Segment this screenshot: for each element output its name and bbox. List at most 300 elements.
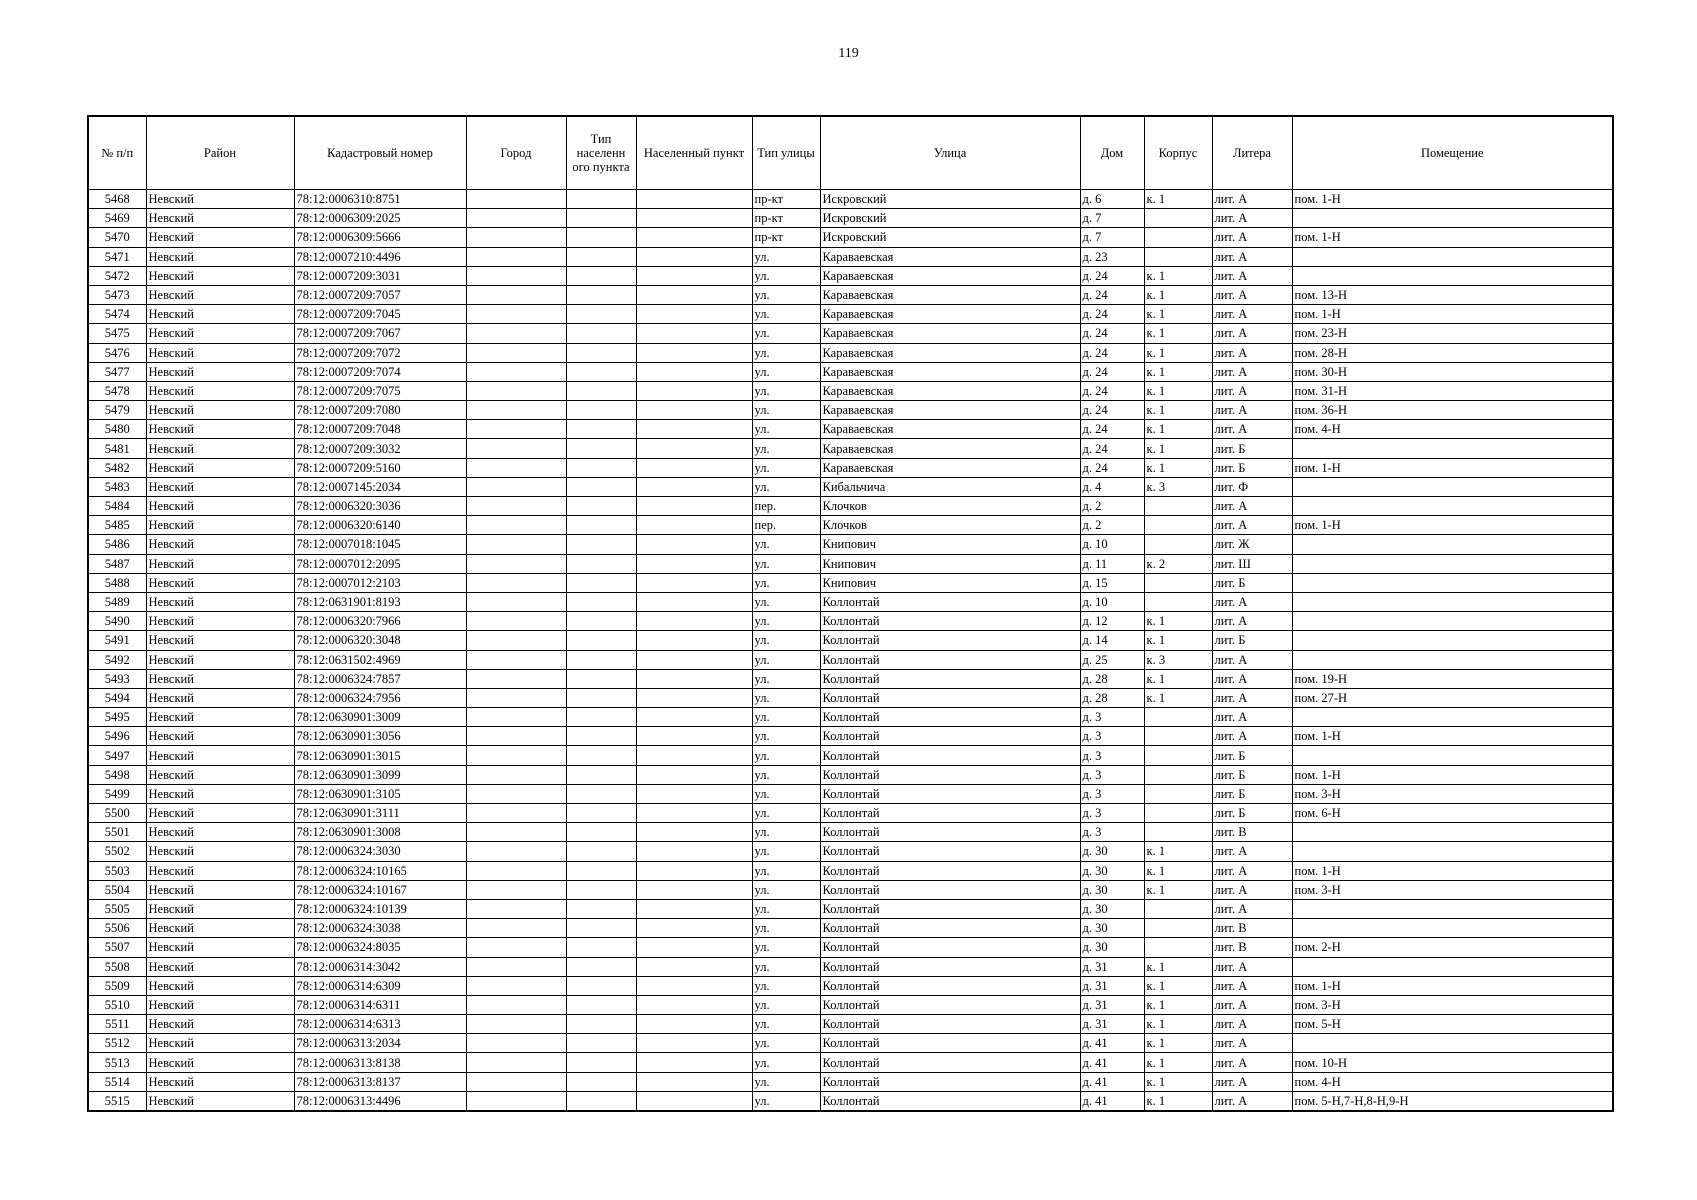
cell-street-type: пр-кт — [752, 190, 820, 209]
cell-settlement — [636, 784, 752, 803]
cell-building: к. 1 — [1144, 458, 1212, 477]
cell-district: Невский — [146, 938, 294, 957]
table-row — [88, 784, 1613, 803]
cell-cadastral-number: 78:12:0006310:8751 — [294, 190, 466, 209]
cell-house: д. 24 — [1080, 420, 1144, 439]
cell-settlement-type — [566, 957, 636, 976]
cell-building: к. 1 — [1144, 381, 1212, 400]
cell-district: Невский — [146, 247, 294, 266]
cell-cadastral-number: 78:12:0007018:1045 — [294, 535, 466, 554]
table-row — [88, 880, 1613, 899]
cell-district: Невский — [146, 631, 294, 650]
table-row — [88, 362, 1613, 381]
table-row — [88, 650, 1613, 669]
cell-settlement-type — [566, 1053, 636, 1072]
cell-cadastral-number: 78:12:0631502:4969 — [294, 650, 466, 669]
cell-street: Коллонтай — [820, 746, 1080, 765]
cell-premises: пом. 23-Н — [1292, 324, 1613, 343]
cell-city — [466, 746, 566, 765]
cell-settlement-type — [566, 190, 636, 209]
cell-cadastral-number: 78:12:0006313:8138 — [294, 1053, 466, 1072]
cell-cadastral-number: 78:12:0630901:3056 — [294, 727, 466, 746]
cell-premises — [1292, 842, 1613, 861]
cell-premises — [1292, 592, 1613, 611]
cell-letter: лит. А — [1212, 1091, 1292, 1111]
cell-settlement-type — [566, 401, 636, 420]
cell-number: 5473 — [88, 285, 146, 304]
cell-house: д. 24 — [1080, 458, 1144, 477]
cell-settlement-type — [566, 343, 636, 362]
cell-district: Невский — [146, 497, 294, 516]
cell-settlement-type — [566, 919, 636, 938]
cell-district: Невский — [146, 1053, 294, 1072]
cell-letter: лит. Б — [1212, 765, 1292, 784]
cell-building: к. 2 — [1144, 554, 1212, 573]
cell-settlement — [636, 919, 752, 938]
cell-street-type: ул. — [752, 592, 820, 611]
cell-number: 5472 — [88, 266, 146, 285]
cell-premises: пом. 27-Н — [1292, 688, 1613, 707]
cell-number: 5511 — [88, 1015, 146, 1034]
cell-district: Невский — [146, 324, 294, 343]
cell-house: д. 15 — [1080, 573, 1144, 592]
cell-city — [466, 938, 566, 957]
cell-district: Невский — [146, 688, 294, 707]
cell-house: д. 30 — [1080, 842, 1144, 861]
cell-premises — [1292, 247, 1613, 266]
cell-street-type: ул. — [752, 554, 820, 573]
cell-district: Невский — [146, 1015, 294, 1034]
cell-city — [466, 1072, 566, 1091]
cell-street: Караваевская — [820, 439, 1080, 458]
cell-number: 5479 — [88, 401, 146, 420]
cell-street-type: пр-кт — [752, 209, 820, 228]
cell-building: к. 1 — [1144, 669, 1212, 688]
cell-number: 5506 — [88, 919, 146, 938]
header-cell-house: Дом — [1080, 116, 1144, 190]
cell-building — [1144, 899, 1212, 918]
cell-letter: лит. А — [1212, 1034, 1292, 1053]
cell-letter: лит. В — [1212, 938, 1292, 957]
cell-number: 5478 — [88, 381, 146, 400]
cell-district: Невский — [146, 976, 294, 995]
cell-number: 5513 — [88, 1053, 146, 1072]
cell-cadastral-number: 78:12:0006320:3048 — [294, 631, 466, 650]
cell-settlement — [636, 612, 752, 631]
cell-street-type: ул. — [752, 420, 820, 439]
cell-letter: лит. В — [1212, 823, 1292, 842]
cell-cadastral-number: 78:12:0630901:3008 — [294, 823, 466, 842]
cell-district: Невский — [146, 266, 294, 285]
cell-street-type: пр-кт — [752, 228, 820, 247]
cell-number: 5492 — [88, 650, 146, 669]
cell-city — [466, 1091, 566, 1111]
cell-premises — [1292, 535, 1613, 554]
cell-city — [466, 804, 566, 823]
cell-city — [466, 1034, 566, 1053]
cell-cadastral-number: 78:12:0006313:4496 — [294, 1091, 466, 1111]
cell-cadastral-number: 78:12:0007209:7045 — [294, 305, 466, 324]
cell-house: д. 3 — [1080, 765, 1144, 784]
cell-building: к. 1 — [1144, 362, 1212, 381]
cell-building — [1144, 727, 1212, 746]
cell-number: 5487 — [88, 554, 146, 573]
cell-district: Невский — [146, 305, 294, 324]
cell-letter: лит. А — [1212, 880, 1292, 899]
cell-building — [1144, 209, 1212, 228]
cell-street: Коллонтай — [820, 823, 1080, 842]
cell-district: Невский — [146, 823, 294, 842]
cell-settlement — [636, 362, 752, 381]
cell-settlement — [636, 1053, 752, 1072]
cell-district: Невский — [146, 784, 294, 803]
cell-district: Невский — [146, 842, 294, 861]
cell-district: Невский — [146, 746, 294, 765]
table-row — [88, 765, 1613, 784]
cell-district: Невский — [146, 727, 294, 746]
property-table — [87, 115, 1614, 1112]
cell-letter: лит. Б — [1212, 573, 1292, 592]
cell-district: Невский — [146, 362, 294, 381]
cell-cadastral-number: 78:12:0007210:4496 — [294, 247, 466, 266]
cell-city — [466, 727, 566, 746]
cell-city — [466, 976, 566, 995]
cell-district: Невский — [146, 669, 294, 688]
cell-premises: пом. 1-Н — [1292, 458, 1613, 477]
cell-building — [1144, 573, 1212, 592]
cell-street: Караваевская — [820, 266, 1080, 285]
cell-settlement-type — [566, 592, 636, 611]
cell-premises: пом. 1-Н — [1292, 976, 1613, 995]
cell-city — [466, 765, 566, 784]
cell-street-type: ул. — [752, 477, 820, 496]
cell-premises — [1292, 477, 1613, 496]
cell-settlement — [636, 1015, 752, 1034]
cell-district: Невский — [146, 957, 294, 976]
cell-letter: лит. А — [1212, 1053, 1292, 1072]
cell-house: д. 30 — [1080, 899, 1144, 918]
cell-cadastral-number: 78:12:0006324:3030 — [294, 842, 466, 861]
header-cell-letter: Литера — [1212, 116, 1292, 190]
cell-settlement — [636, 746, 752, 765]
cell-number: 5493 — [88, 669, 146, 688]
cell-cadastral-number: 78:12:0007209:7048 — [294, 420, 466, 439]
cell-premises — [1292, 209, 1613, 228]
cell-district: Невский — [146, 516, 294, 535]
cell-city — [466, 497, 566, 516]
cell-settlement — [636, 573, 752, 592]
cell-cadastral-number: 78:12:0007145:2034 — [294, 477, 466, 496]
cell-letter: лит. А — [1212, 708, 1292, 727]
cell-building: к. 1 — [1144, 1034, 1212, 1053]
cell-number: 5480 — [88, 420, 146, 439]
cell-house: д. 2 — [1080, 497, 1144, 516]
cell-building: к. 1 — [1144, 880, 1212, 899]
cell-street-type: ул. — [752, 285, 820, 304]
cell-house: д. 24 — [1080, 439, 1144, 458]
cell-city — [466, 899, 566, 918]
table-row — [88, 861, 1613, 880]
table-row — [88, 919, 1613, 938]
cell-number: 5489 — [88, 592, 146, 611]
cell-settlement — [636, 592, 752, 611]
table-row — [88, 477, 1613, 496]
cell-street-type: ул. — [752, 1053, 820, 1072]
cell-street: Караваевская — [820, 401, 1080, 420]
cell-street: Коллонтай — [820, 957, 1080, 976]
table-row — [88, 688, 1613, 707]
cell-district: Невский — [146, 554, 294, 573]
cell-settlement-type — [566, 631, 636, 650]
cell-building: к. 1 — [1144, 1091, 1212, 1111]
cell-letter: лит. А — [1212, 247, 1292, 266]
cell-letter: лит. А — [1212, 190, 1292, 209]
cell-letter: лит. А — [1212, 842, 1292, 861]
header-cell-building: Корпус — [1144, 116, 1212, 190]
cell-street: Коллонтай — [820, 650, 1080, 669]
cell-building — [1144, 746, 1212, 765]
cell-settlement-type — [566, 765, 636, 784]
cell-street-type: ул. — [752, 804, 820, 823]
cell-street-type: ул. — [752, 784, 820, 803]
cell-district: Невский — [146, 381, 294, 400]
cell-number: 5490 — [88, 612, 146, 631]
cell-city — [466, 305, 566, 324]
cell-number: 5504 — [88, 880, 146, 899]
cell-house: д. 24 — [1080, 285, 1144, 304]
cell-city — [466, 573, 566, 592]
cell-letter: лит. А — [1212, 209, 1292, 228]
cell-building — [1144, 919, 1212, 938]
cell-premises: пом. 4-Н — [1292, 1072, 1613, 1091]
cell-settlement — [636, 1072, 752, 1091]
cell-number: 5509 — [88, 976, 146, 995]
table-row — [88, 592, 1613, 611]
cell-number: 5481 — [88, 439, 146, 458]
cell-settlement — [636, 343, 752, 362]
table-row — [88, 1053, 1613, 1072]
table-row — [88, 976, 1613, 995]
cell-settlement — [636, 765, 752, 784]
cell-house: д. 3 — [1080, 746, 1144, 765]
cell-cadastral-number: 78:12:0006324:8035 — [294, 938, 466, 957]
cell-street: Караваевская — [820, 362, 1080, 381]
cell-settlement-type — [566, 535, 636, 554]
cell-number: 5476 — [88, 343, 146, 362]
cell-street: Караваевская — [820, 324, 1080, 343]
cell-building: к. 1 — [1144, 285, 1212, 304]
cell-number: 5496 — [88, 727, 146, 746]
cell-settlement-type — [566, 1015, 636, 1034]
cell-building — [1144, 823, 1212, 842]
cell-settlement — [636, 727, 752, 746]
cell-street: Караваевская — [820, 247, 1080, 266]
cell-street-type: ул. — [752, 669, 820, 688]
cell-number: 5491 — [88, 631, 146, 650]
cell-house: д. 31 — [1080, 957, 1144, 976]
cell-settlement-type — [566, 650, 636, 669]
cell-street-type: ул. — [752, 976, 820, 995]
cell-building — [1144, 592, 1212, 611]
cell-district: Невский — [146, 228, 294, 247]
cell-city — [466, 688, 566, 707]
cell-street-type: ул. — [752, 631, 820, 650]
cell-street-type: ул. — [752, 324, 820, 343]
cell-city — [466, 381, 566, 400]
cell-settlement-type — [566, 612, 636, 631]
cell-house: д. 7 — [1080, 228, 1144, 247]
header-cell-settlement: Населенный пункт — [636, 116, 752, 190]
cell-premises — [1292, 612, 1613, 631]
cell-city — [466, 554, 566, 573]
cell-premises: пом. 13-Н — [1292, 285, 1613, 304]
cell-street-type: ул. — [752, 823, 820, 842]
header-cell-city: Город — [466, 116, 566, 190]
cell-cadastral-number: 78:12:0007209:7080 — [294, 401, 466, 420]
cell-city — [466, 362, 566, 381]
cell-city — [466, 343, 566, 362]
cell-building — [1144, 708, 1212, 727]
cell-street-type: ул. — [752, 612, 820, 631]
table-row — [88, 573, 1613, 592]
cell-street-type: ул. — [752, 880, 820, 899]
cell-street-type: ул. — [752, 1034, 820, 1053]
cell-street-type: ул. — [752, 439, 820, 458]
cell-settlement — [636, 497, 752, 516]
cell-number: 5502 — [88, 842, 146, 861]
cell-district: Невский — [146, 592, 294, 611]
cell-cadastral-number: 78:12:0007209:5160 — [294, 458, 466, 477]
cell-settlement — [636, 688, 752, 707]
cell-street: Коллонтай — [820, 880, 1080, 899]
cell-city — [466, 535, 566, 554]
cell-city — [466, 247, 566, 266]
table-row — [88, 1015, 1613, 1034]
cell-cadastral-number: 78:12:0006320:6140 — [294, 516, 466, 535]
table-row — [88, 938, 1613, 957]
cell-city — [466, 919, 566, 938]
cell-cadastral-number: 78:12:0007209:7057 — [294, 285, 466, 304]
cell-house: д. 24 — [1080, 362, 1144, 381]
cell-house: д. 41 — [1080, 1053, 1144, 1072]
cell-street-type: ул. — [752, 708, 820, 727]
cell-street-type: ул. — [752, 381, 820, 400]
cell-building: к. 1 — [1144, 401, 1212, 420]
cell-cadastral-number: 78:12:0006309:5666 — [294, 228, 466, 247]
cell-building: к. 1 — [1144, 976, 1212, 995]
cell-letter: лит. А — [1212, 516, 1292, 535]
cell-settlement — [636, 535, 752, 554]
cell-settlement — [636, 631, 752, 650]
cell-settlement — [636, 477, 752, 496]
cell-house: д. 25 — [1080, 650, 1144, 669]
cell-number: 5484 — [88, 497, 146, 516]
cell-number: 5501 — [88, 823, 146, 842]
cell-settlement-type — [566, 823, 636, 842]
table-row — [88, 1091, 1613, 1111]
cell-street-type: ул. — [752, 861, 820, 880]
cell-building: к. 1 — [1144, 957, 1212, 976]
cell-building: к. 1 — [1144, 612, 1212, 631]
cell-house: д. 30 — [1080, 861, 1144, 880]
cell-cadastral-number: 78:12:0006324:7956 — [294, 688, 466, 707]
table-row — [88, 631, 1613, 650]
cell-cadastral-number: 78:12:0006314:6311 — [294, 995, 466, 1014]
cell-premises: пом. 1-Н — [1292, 861, 1613, 880]
cell-settlement — [636, 842, 752, 861]
cell-settlement — [636, 305, 752, 324]
cell-settlement-type — [566, 381, 636, 400]
cell-city — [466, 516, 566, 535]
header-cell-number: № п/п — [88, 116, 146, 190]
cell-street: Книпович — [820, 554, 1080, 573]
cell-letter: лит. А — [1212, 1072, 1292, 1091]
cell-house: д. 30 — [1080, 880, 1144, 899]
cell-settlement — [636, 669, 752, 688]
cell-settlement — [636, 324, 752, 343]
cell-premises: пом. 2-Н — [1292, 938, 1613, 957]
cell-street: Коллонтай — [820, 1034, 1080, 1053]
cell-settlement-type — [566, 266, 636, 285]
page-number: 119 — [838, 46, 859, 61]
cell-letter: лит. Ш — [1212, 554, 1292, 573]
cell-settlement-type — [566, 708, 636, 727]
cell-house: д. 14 — [1080, 631, 1144, 650]
cell-number: 5469 — [88, 209, 146, 228]
table-row — [88, 535, 1613, 554]
cell-cadastral-number: 78:12:0006313:2034 — [294, 1034, 466, 1053]
cell-premises: пом. 19-Н — [1292, 669, 1613, 688]
cell-house: д. 23 — [1080, 247, 1144, 266]
cell-settlement-type — [566, 727, 636, 746]
cell-cadastral-number: 78:12:0006309:2025 — [294, 209, 466, 228]
cell-cadastral-number: 78:12:0631901:8193 — [294, 592, 466, 611]
header-cell-street: Улица — [820, 116, 1080, 190]
cell-premises — [1292, 439, 1613, 458]
cell-street-type: ул. — [752, 1091, 820, 1111]
cell-settlement-type — [566, 1034, 636, 1053]
cell-settlement-type — [566, 976, 636, 995]
cell-city — [466, 842, 566, 861]
cell-number: 5470 — [88, 228, 146, 247]
cell-premises: пом. 3-Н — [1292, 784, 1613, 803]
cell-settlement — [636, 708, 752, 727]
cell-number: 5510 — [88, 995, 146, 1014]
cell-street-type: пер. — [752, 497, 820, 516]
cell-street: Караваевская — [820, 343, 1080, 362]
cell-premises: пом. 30-Н — [1292, 362, 1613, 381]
cell-district: Невский — [146, 612, 294, 631]
table-row — [88, 1034, 1613, 1053]
cell-building: к. 1 — [1144, 324, 1212, 343]
cell-settlement — [636, 899, 752, 918]
cell-house: д. 10 — [1080, 592, 1144, 611]
cell-letter: лит. А — [1212, 266, 1292, 285]
cell-letter: лит. Ф — [1212, 477, 1292, 496]
cell-settlement-type — [566, 285, 636, 304]
cell-premises — [1292, 899, 1613, 918]
cell-house: д. 24 — [1080, 401, 1144, 420]
cell-building: к. 1 — [1144, 995, 1212, 1014]
cell-premises — [1292, 497, 1613, 516]
cell-house: д. 24 — [1080, 343, 1144, 362]
cell-district: Невский — [146, 439, 294, 458]
cell-number: 5482 — [88, 458, 146, 477]
cell-district: Невский — [146, 708, 294, 727]
cell-district: Невский — [146, 1072, 294, 1091]
cell-letter: лит. А — [1212, 420, 1292, 439]
cell-settlement — [636, 401, 752, 420]
